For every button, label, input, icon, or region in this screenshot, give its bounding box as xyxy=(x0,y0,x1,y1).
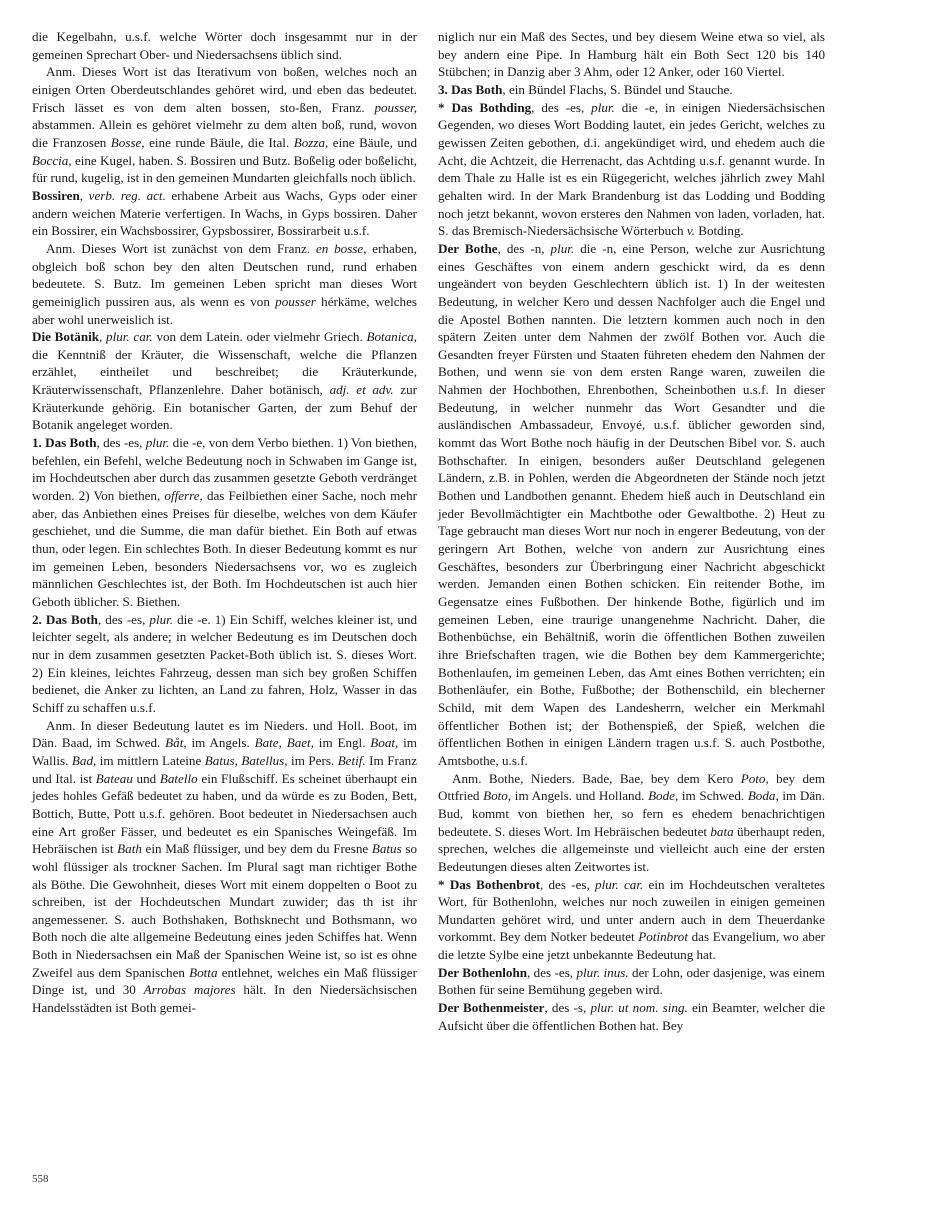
etymology-note-bossen: Anm. Dieses Wort ist das Iterativum von boßen, welches noch an einigen Orten Oberdeutschlandes gehöret wird, und eben das bedeutet. Frisch lässet es von dem alten bossen, sto-ßen, Franz. pousser, abstammen. Allein es gehöret vielmehr zu dem alten boß, rund, wovon die Franzosen Bosse, eine runde Bäule, die Ital. Bozza, eine Bäule, und Boccia, eine Kugel, haben. S. Bossiren und Butz. Boßelig oder boßelicht, für rund, kugelig, ist in den gemeinen Mundarten gleichfalls noch üblich. xyxy=(32,64,418,186)
entry-bothenbrot: * Das Bothenbrot, des -es, plur. car. ein im Hochdeutschen veraltetes Wort, für Bothenlohn, welches nur noch zuweilen in einigen gemeinen Mundarten gehöret wird, und unter andern auch in dem Theuerdanke vorkommt. Bey dem Notker bedeutet Potinbrot das Evangelium, wo aber die letzte Sylbe eine jetzt unbekannte Bedeutung hat. xyxy=(438,876,826,963)
entry-botanik: Die Botänik, plur. car. von dem Latein. oder vielmehr Griech. Botanica, die Kenntniß der Kräuter, die Wissenschaft, welche die Pflanzen erzählet, eintheilet und beschreibet; die Kräuterkunde, Kräuterwissenschaft, Pflanzenlehre. Daher botänisch, adj. et adv. zur Kräuterkunde gehörig. Ein botanischer Garten, der zum Behuf der Botanik angeleget worden. xyxy=(32,329,418,433)
etymology-note-bothe: Anm. Bothe, Nieders. Bade, Bae, bey dem Kero Poto, bey dem Ottfried Boto, im Angels. und Holland. Bode, im Schwed. Boda, im Dän. Bud, kommt von biethen her, so fern es ehedem benachrichtigen bedeutete. S. dieses Wort. Im Hebräischen bedeutet bata überhaupt reden, sprechen, welches die allgemeinste und vielleicht auch eine der ersten Bedeutungen dieses alten Zeitwortes ist. xyxy=(438,770,826,874)
entry-bothenlohn: Der Bothenlohn, des -es, plur. inus. der Lohn, oder dasjenige, was einem Bothen für seine Bemühung gegeben wird. xyxy=(438,964,825,998)
headword: 2. Das Both xyxy=(32,611,98,627)
entry-continuation: niglich nur ein Maß des Sectes, und bey diesem Weine etwa so viel, als bey andern eine Pipe. In Hamburg hält ein Both Sect 120 bis 140 Stübchen; in Danzig aber 3 Ahm, oder 12 Anker, oder 160 Viertel. xyxy=(438,29,825,80)
headword: 3. Das Both xyxy=(438,81,503,97)
headword: 1. Das Both xyxy=(32,435,97,451)
entry-both-3: 3. Das Both, ein Bündel Flachs, S. Bündel und Stauche. xyxy=(438,81,733,97)
entry-bothenmeister: Der Bothenmeister, des -s, plur. ut nom. sing. ein Beamter, welcher die Aufsicht über die öffentlichen Bothen hat. Bey xyxy=(438,1000,826,1033)
headword: Der Bothenlohn xyxy=(438,964,528,980)
entry-bossiren: Bossiren, verb. reg. act. erhabene Arbeit aus Wachs, Gyps oder einer andern weichen Materie verfertigen. In Wachs, in Gyps bossiren. Daher ein Bossirer, ein Wachsbossirer, Gypsbossirer, Bossirarbeit u.s.f. xyxy=(32,187,417,239)
right-column xyxy=(438,28,825,1034)
headword: Der Bothenmeister xyxy=(438,1000,545,1016)
entry-bothding: * Das Bothding, des -es, plur. die -e, in einigen Niedersächsischen Gegenden, wo dieses Wort Bodding lautet, ein jedes Gericht, welches zu gewissen Zeiten gebothen, d.i. angekündiget wird, und ehedem auch die Acht, die Achtzeit, die Herrenacht, das Achtding u.s.f. genannt wurde. In dem Thale zu Halle ist es ein Rügegericht, welches jährlich zwey Mahl gehalten wird. In der Mark Brandenburg ist das Lodding und Bodding noch jetzt bekannt, wovon ersteres den Nahmen von laden, vorladen, hat. S. das Bremisch-Niedersächsische Wörterbuch v. Botding. xyxy=(438,99,825,239)
headword: Bossiren xyxy=(32,187,80,203)
headword: * Das Bothding xyxy=(438,99,532,115)
headword: Die Botänik xyxy=(32,329,100,345)
entry-both-2: 2. Das Both, des -es, plur. die -e. 1) Ein Schiff, welches kleiner ist, und leichter segelt, als andere; in welcher Bedeutung es im Deutschen doch nur in dem zusammen gesetzten Packet-Both üblich ist. S. dieses Wort. 2) Ein kleines, leichtes Fahrzeug, dessen man sich bey großen Schiffen bedienet, die Anker zu lichten, an Land zu fahren, Holz, Wasser in das Schiff zu schaffen u.s.f. xyxy=(32,611,417,715)
page-number: 558 xyxy=(32,1173,49,1185)
etymology-note-bossiren: Anm. Dieses Wort ist zunächst von dem Franz. en bosse, erhaben, obgleich boß schon bey den alten Deutschen rund, rund erhaben bedeutete. S. Butz. Im gemeinen Leben spricht man dieses Wort gemeiniglich pussiren aus, als wenn es von pousser hérkäme, welches aber wohl unerweislich ist. xyxy=(32,240,418,327)
headword: Der Bothe xyxy=(438,240,498,256)
left-column xyxy=(32,28,417,1017)
entry-continuation: die Kegelbahn, u.s.f. welche Wörter doch insgesammt nur in der gemeinen Sprechart Ober- und Niedersachsens üblich sind. xyxy=(32,29,417,62)
etymology-note-both: Anm. In dieser Bedeutung lautet es im Nieders. und Holl. Boot, im Dän. Baad, im Schwed. Båt, im Angels. Bate, Baet, im Engl. Boat, im Wallis. Bad, im mittlern Lateine Batus, Batellus, im Pers. Betif. Im Franz und Ital. ist Bateau und Batello ein Flußschiff. Es scheinet überhaupt ein jedes hohles Gefäß bedeutet zu haben, und da würde es zu Boden, Bett, Bottich, Butte, Pott u.s.f. gehören. Boot bedeutet in Niedersachsen auch eine Art großer Fässer, und bedeutet es ein Spanisches Weingefäß. Im Hebräischen ist Bath ein Maß flüssiger, und bey dem du Fresne Batus so wohl flüssiger als trockner Sachen. Im Plural sagt man richtiger Bothe als Böthe. Die Gewohnheit, dieses Wort mit einem doppelten o Boot zu schreiben, ist der Hochdeutschen Mundart zuwider; das th ist ihr angemessener. S. auch Bothshaken, Bothsknecht und Bothsmann, wo Both noch die alte allgemeine Bedeutung eines jeden Schiffes hat. Wenn Both in Niedersachsen ein Maß der Spanischen Weine ist, so ist es ohne Zweifel aus dem Spanischen Botta entlehnet, welches ein Maß flüssiger Dinge ist, und 30 Arrobas majores hält. In den Niedersächsischen Handelsstädten ist Both gemei- xyxy=(32,717,418,1016)
entry-both-1: 1. Das Both, des -es, plur. die -e, von dem Verbo biethen. 1) Von biethen, befehlen, ein Befehl, welche Bedeutung noch in Schwaben im Gange ist, im Hochdeutschen aber durch das zusammen gesetzte Geboth verdränget worden. 2) Von biethen, offerre, das Feilbiethen einer Sache, noch mehr aber, das Anbiethen eines Preises für dieselbe, welches von dem Käufer geschiehet, und die Summe, die man dafür biethet. Ein Both auf etwas thun, oder legen. Ein schlechtes Both. In dieser Bedeutung kommt es nur im gemeinen Leben, besonders Niedersachsens vor, wo es zugleich männlichen Geschlechtes ist, der Both. Im Hochdeutschen ist auch hier Geboth üblicher. S. Biethen. xyxy=(32,435,418,609)
entry-bothe: Der Bothe, des -n, plur. die -n, eine Person, welche zur Ausrichtung eines Geschäftes von einem andern geschickt wird, da es denn ungeändert von beyden Geschlechtern üblich ist. 1) In der weitesten Bedeutung, in welcher Kero und dessen Nachfolger auch die Engel und die Apostel Bothen nannten. Die letztern kommen auch noch in den spätern Zeiten unter dem Nahmen der zwölf Bothen vor. Auch die Gesandten freyer Fürsten und Staaten führeten ehedem den Nahmen der Bothen, und wenn sie von dem ersten Range waren, zuweilen die Nahmen der Hochbothen, Ehrenbothen, Scheinbothen u.s.f. In dieser Bedeutung, in welcher nunmehr das Wort Gesandter und die ausländischen Ambassadeur, Envoyé, u.s.f. üblicher geworden sind, kommt das Wort Bothe noch häufig in der Deutschen Bibel vor. S. auch Bothschafter. In einigen, besonders außer Deutschland gelegenen Ländern, z.B. in Pohlen, werden die Abgeordneten der Stände noch jetzt Bothen und Landbothen genannt. Ehedem hieß auch in Deutschland ein jeder Bevollmächtigter ein Machtbothe oder Gewaltbothe. 2) Heut zu Tage gebraucht man dieses Wort nur noch in engerer Bedeutung, von der geringern Art Bothen, welche von andern zur Ausrichtung eines Geschäftes, besonders zur Überbringung einer Nachricht abgeschickt werden. Jemanden einen Bothen schicken. Ein reitender Bothe, im Gegensatze eines Fußbothen. Der hinkende Bothe, figürlich und im gemeinen Leben, eine traurige unangenehme Nachricht. Daher, die Bothenbüchse, ein Behältniß, worin die öffentlichen Bothen zuweilen ihre Briefschaften tragen, wie die Bothen bey dem Kammergerichte; Bothenlaufen, im gemeinen Leben, das Amt eines Bothen verrichten; ein Bothenläufer, ein Bothe, Fußbothe; der Bothenschild, ein blecherner Schild, mit dem Wapen des Landesherrn, welcher ein Merkmahl öffentlicher Bothen ist; der Bothenspieß, der Spieß, welchen die öffentlichen Bothen in einigen Ländern tragen u.s.f. S. auch Postbothe, Amtsbothe, u.s.f. xyxy=(438,240,825,768)
headword: * Das Bothenbrot xyxy=(438,876,540,892)
